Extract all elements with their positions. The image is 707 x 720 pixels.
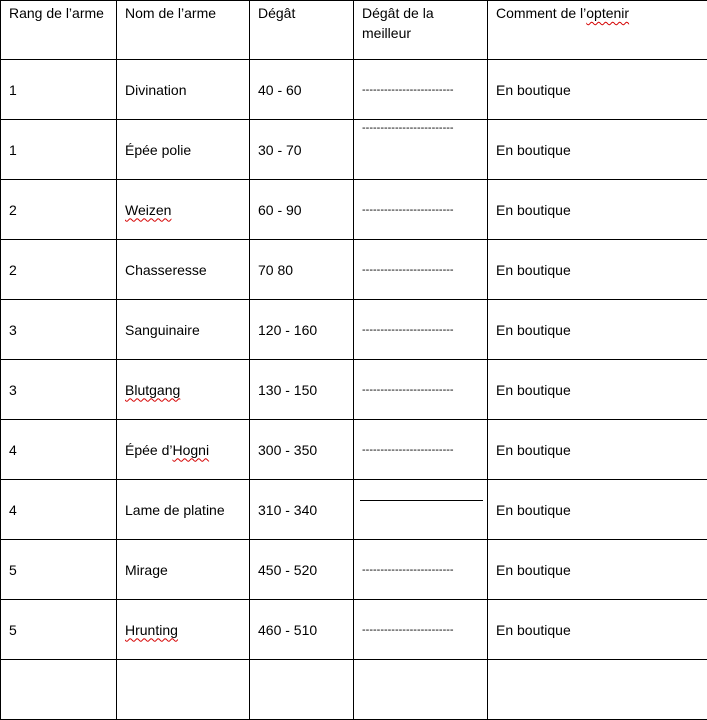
cell-how[interactable]: En boutique: [488, 540, 707, 600]
cell-damage[interactable]: 130 - 150: [250, 360, 354, 420]
cell-name[interactable]: Divination: [117, 60, 250, 120]
dash-line: -------------------------: [362, 444, 479, 456]
name-text: Blutgang: [125, 382, 180, 398]
cell-name[interactable]: Chasseresse: [117, 240, 250, 300]
cell-empty: [354, 660, 488, 720]
cell-damage[interactable]: 460 - 510: [250, 600, 354, 660]
cell-name[interactable]: [117, 600, 250, 660]
cell-rank[interactable]: 4: [1, 480, 117, 540]
cell-empty: [250, 660, 354, 720]
cell-damage[interactable]: 40 - 60: [250, 60, 354, 120]
table-row: [1, 180, 707, 240]
cell-rank[interactable]: 5: [1, 600, 117, 660]
header-how[interactable]: [488, 1, 707, 60]
cell-best[interactable]: [354, 600, 488, 660]
cell-name[interactable]: [117, 420, 250, 480]
cell-empty: [1, 660, 117, 720]
cell-name[interactable]: [117, 360, 250, 420]
cell-name[interactable]: Épée polie: [117, 120, 250, 180]
table-row: [1, 60, 707, 120]
dash-line: -------------------------: [362, 384, 479, 396]
cell-how[interactable]: En boutique: [488, 600, 707, 660]
cell-best[interactable]: [354, 360, 488, 420]
cell-rank[interactable]: 3: [1, 300, 117, 360]
dash-line: -------------------------: [362, 84, 479, 96]
dash-line: -------------------------: [362, 122, 481, 134]
cell-name[interactable]: [117, 180, 250, 240]
table-body: [1, 60, 707, 720]
solid-line: [360, 500, 483, 501]
table-row: [1, 300, 707, 360]
table-row-partial: [1, 660, 707, 720]
cell-how[interactable]: En boutique: [488, 360, 707, 420]
cell-how[interactable]: En boutique: [488, 180, 707, 240]
cell-damage[interactable]: 60 - 90: [250, 180, 354, 240]
dash-line: -------------------------: [362, 204, 479, 216]
cell-best[interactable]: [354, 420, 488, 480]
cell-rank[interactable]: 3: [1, 360, 117, 420]
cell-best[interactable]: [354, 60, 488, 120]
cell-name[interactable]: Lame de platine: [117, 480, 250, 540]
cell-rank[interactable]: 1: [1, 120, 117, 180]
cell-rank[interactable]: 1: [1, 60, 117, 120]
table-row: [1, 420, 707, 480]
cell-empty: [488, 660, 707, 720]
cell-rank[interactable]: 2: [1, 180, 117, 240]
cell-rank[interactable]: 2: [1, 240, 117, 300]
cell-best[interactable]: [354, 180, 488, 240]
table-row: [1, 120, 707, 180]
cell-damage[interactable]: 310 - 340: [250, 480, 354, 540]
cell-damage[interactable]: 300 - 350: [250, 420, 354, 480]
cell-how[interactable]: En boutique: [488, 240, 707, 300]
cell-how[interactable]: En boutique: [488, 420, 707, 480]
cell-damage[interactable]: 120 - 160: [250, 300, 354, 360]
name-text: Hrunting: [125, 622, 178, 638]
dash-line: -------------------------: [362, 564, 479, 576]
header-name[interactable]: Nom de l’arme: [117, 1, 250, 60]
cell-how[interactable]: En boutique: [488, 480, 707, 540]
header-how-word: optenir: [586, 5, 629, 21]
cell-damage[interactable]: 450 - 520: [250, 540, 354, 600]
dash-line: -------------------------: [362, 264, 479, 276]
cell-empty: [117, 660, 250, 720]
cell-how[interactable]: En boutique: [488, 60, 707, 120]
table-row: [1, 600, 707, 660]
cell-rank[interactable]: 4: [1, 420, 117, 480]
name-word: Hogni: [172, 442, 209, 458]
cell-best[interactable]: [354, 540, 488, 600]
cell-best[interactable]: [354, 240, 488, 300]
table-row: [1, 360, 707, 420]
name-prefix: Épée d’: [125, 442, 172, 458]
header-how-prefix: Comment de l’: [496, 5, 586, 21]
cell-how[interactable]: En boutique: [488, 120, 707, 180]
cell-how[interactable]: En boutique: [488, 300, 707, 360]
table-row: [1, 480, 707, 540]
cell-name[interactable]: Mirage: [117, 540, 250, 600]
header-rank[interactable]: Rang de l’arme: [1, 1, 117, 60]
header-best[interactable]: Dégât de la meilleur: [354, 1, 488, 60]
cell-best[interactable]: [354, 300, 488, 360]
header-damage[interactable]: Dégât: [250, 1, 354, 60]
name-text: Weizen: [125, 202, 171, 218]
cell-damage[interactable]: 30 - 70: [250, 120, 354, 180]
cell-rank[interactable]: 5: [1, 540, 117, 600]
table-row: [1, 540, 707, 600]
cell-damage[interactable]: 70 80: [250, 240, 354, 300]
header-row: [1, 1, 707, 60]
cell-best[interactable]: [354, 120, 488, 180]
table-row: [1, 240, 707, 300]
cell-name[interactable]: Sanguinaire: [117, 300, 250, 360]
cell-best[interactable]: [354, 480, 488, 540]
dash-line: -------------------------: [362, 324, 479, 336]
dash-line: -------------------------: [362, 624, 479, 636]
